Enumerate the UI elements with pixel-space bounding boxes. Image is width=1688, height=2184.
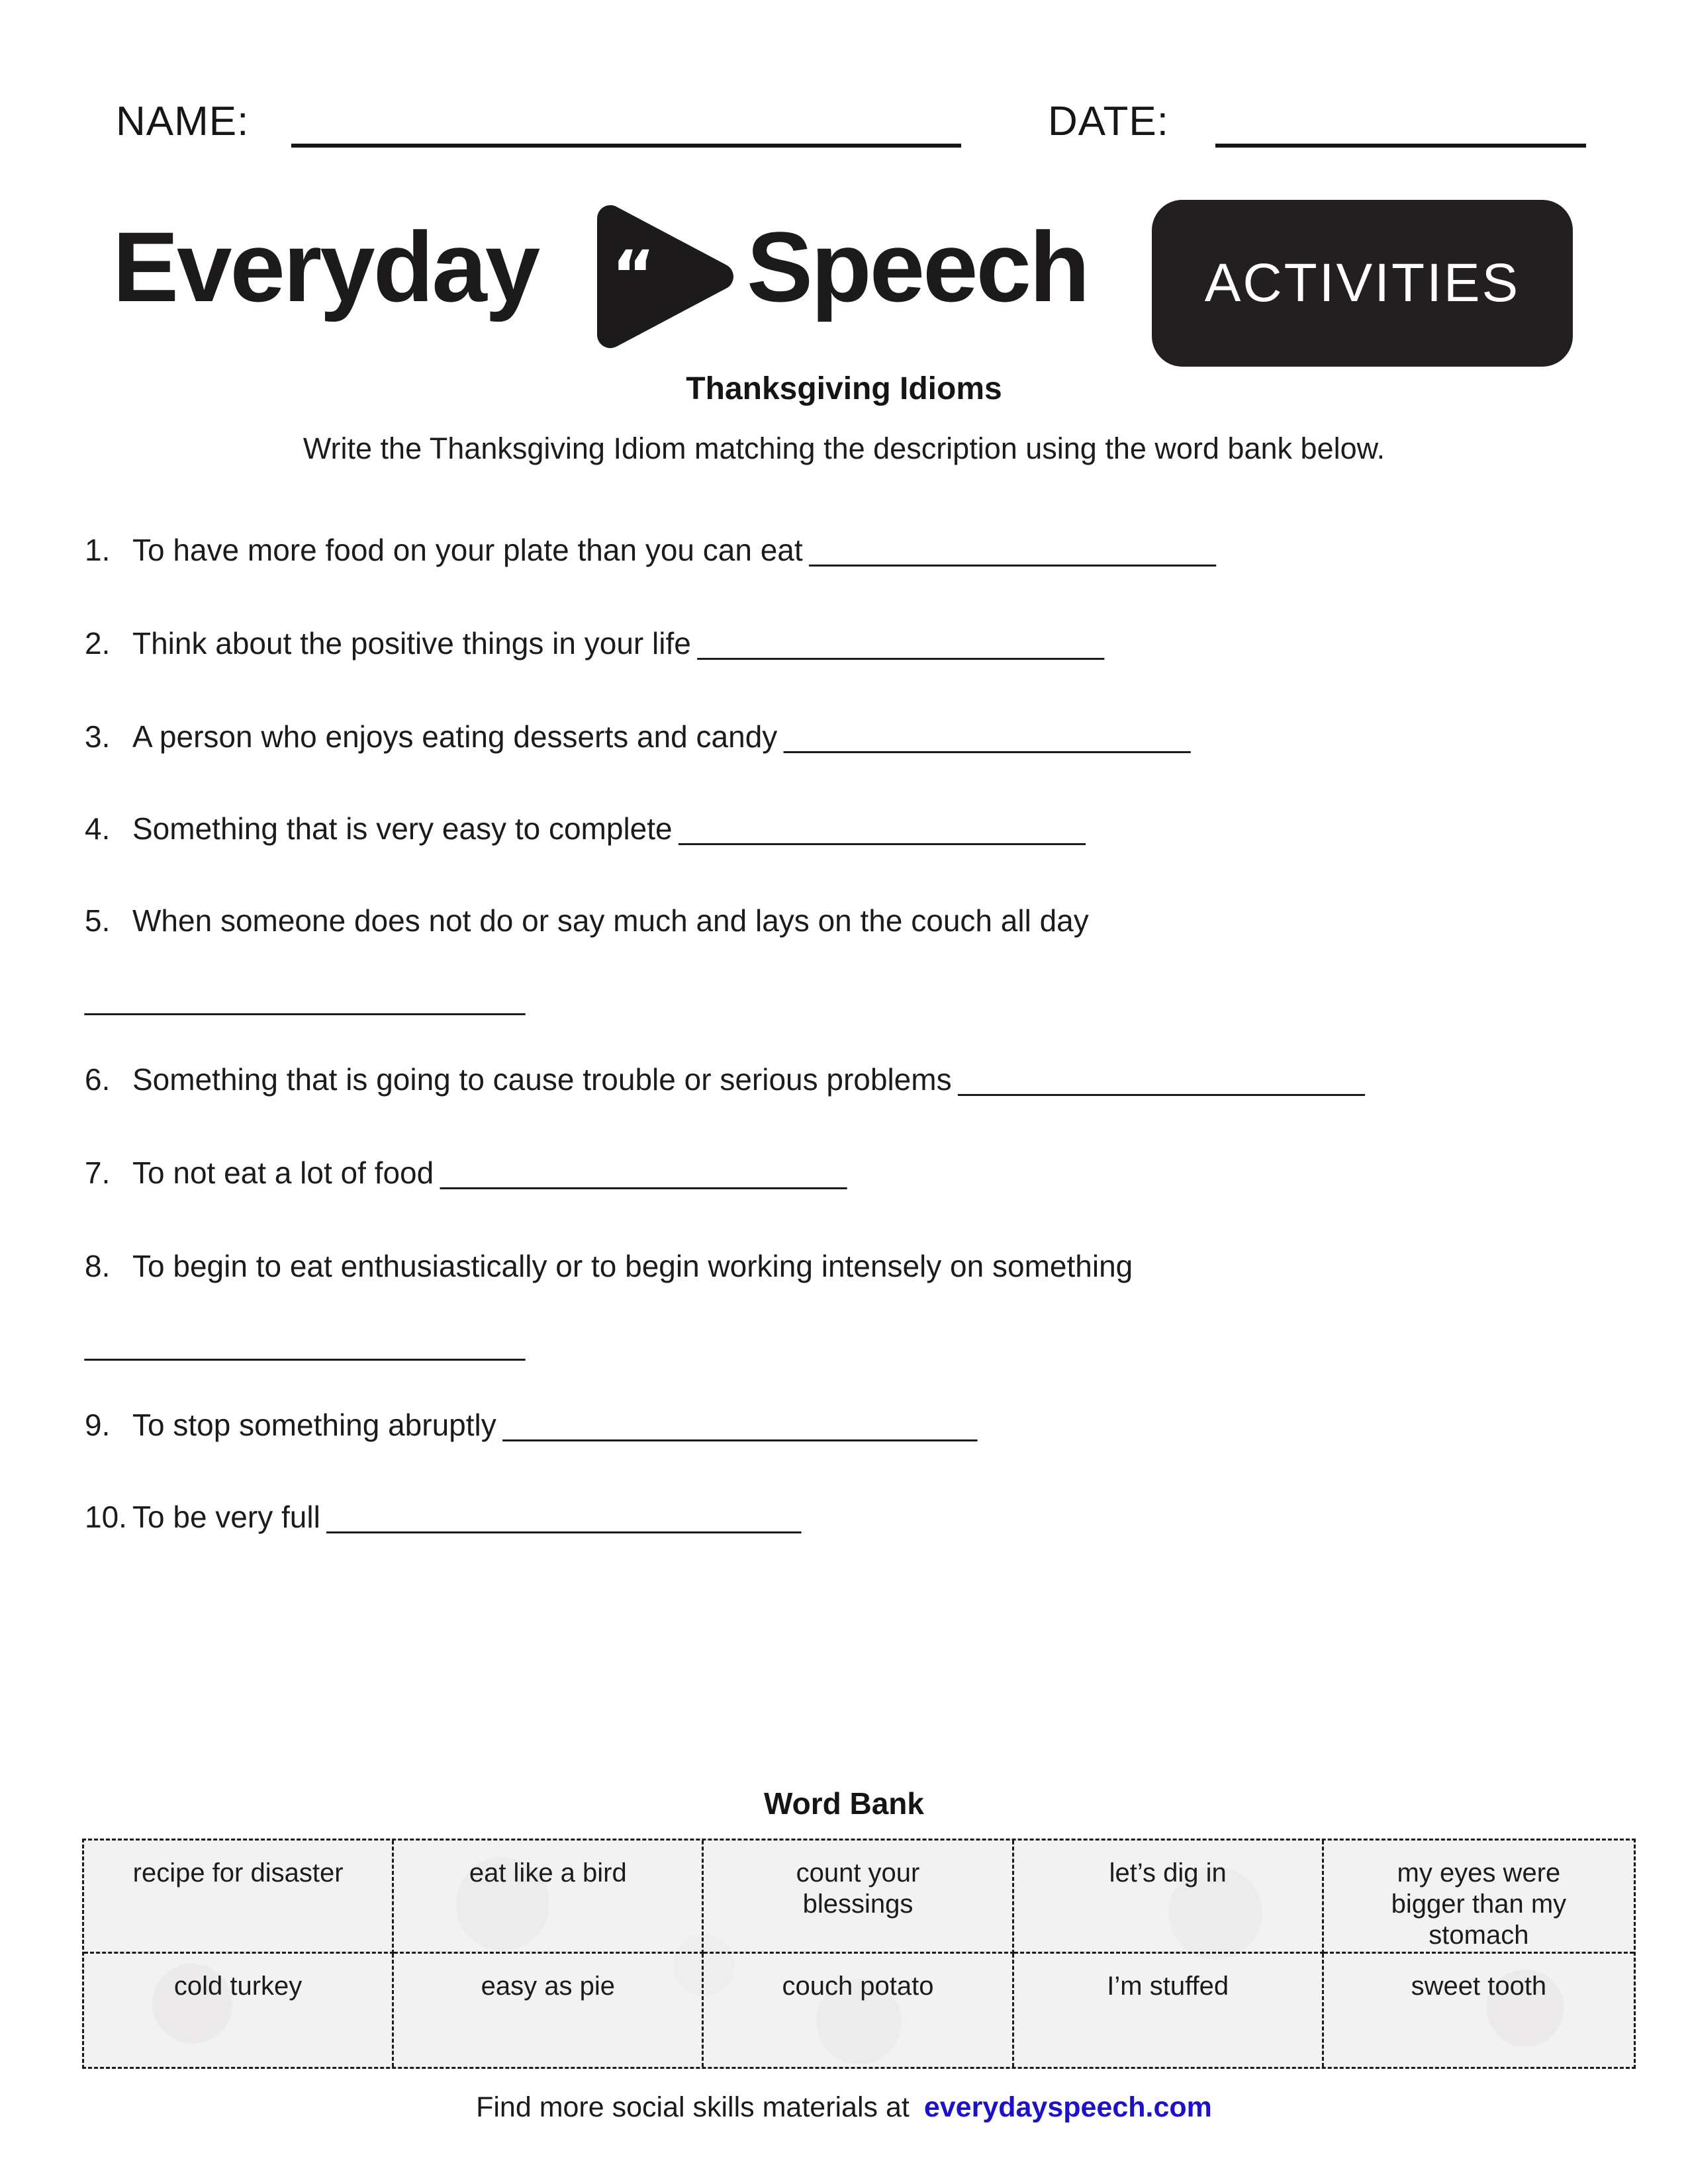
footer-text: Find more social skills materials at	[476, 2091, 910, 2123]
question-number: 4.	[85, 811, 111, 846]
word-bank-cell: I’m stuffed	[1014, 1954, 1324, 2067]
answer-blank-2[interactable]: ________________________	[697, 626, 1104, 660]
word-bank-cell: let’s dig in	[1014, 1841, 1324, 1954]
question-number: 6.	[85, 1062, 111, 1097]
word-bank-cell: recipe for disaster	[84, 1841, 394, 1954]
question-number: 5.	[85, 903, 111, 938]
word-bank-cell: count your blessings	[704, 1841, 1013, 1954]
question-item-6	[85, 1061, 1365, 1098]
question-item-10	[85, 1498, 801, 1535]
question-item-9	[85, 1406, 977, 1443]
answer-blank-9[interactable]: ____________________________	[502, 1408, 978, 1442]
question-number: 10.	[85, 1500, 127, 1534]
word-bank-cell: couch potato	[704, 1954, 1013, 2067]
answer-blank-1[interactable]: ________________________	[809, 533, 1216, 567]
question-number: 3.	[85, 719, 111, 754]
answer-blank-3[interactable]: ________________________	[784, 719, 1191, 754]
activities-badge	[1152, 200, 1573, 367]
worksheet-title: Thanksgiving Idioms	[686, 371, 1002, 406]
date-label: DATE:	[1048, 99, 1169, 144]
question-text: To have more food on your plate than you can eat	[132, 533, 803, 567]
question-text: To not eat a lot of food	[132, 1156, 434, 1190]
svg-text:“: “	[612, 236, 655, 314]
question-number: 9.	[85, 1408, 111, 1442]
word-bank-table	[82, 1839, 1636, 2069]
word-bank-cell: sweet tooth	[1411, 1972, 1547, 2001]
question-text: Think about the positive things in your life	[132, 626, 691, 660]
question-text: When someone does not do or say much and lays on the couch all day	[132, 903, 1089, 938]
question-item-1	[85, 531, 1216, 569]
name-input-line[interactable]	[291, 144, 961, 148]
answer-blank-10[interactable]: ____________________________	[326, 1500, 802, 1534]
question-item-2	[85, 625, 1104, 662]
footer	[0, 2091, 1688, 2124]
date-input-line[interactable]	[1215, 144, 1586, 148]
question-text: Something that is very easy to complete	[132, 811, 673, 846]
answer-blank-8[interactable]: __________________________	[85, 1327, 526, 1361]
word-bank-cell: cold turkey	[84, 1954, 394, 2067]
question-item-4	[85, 810, 1086, 847]
question-text: To stop something abruptly	[132, 1408, 496, 1442]
brand-wordmark-speech: Speech	[747, 211, 1088, 322]
answer-blank-7[interactable]: ________________________	[440, 1156, 847, 1190]
question-text: Something that is going to cause trouble or serious problems	[132, 1062, 952, 1097]
activities-badge-label: ACTIVITIES	[1204, 253, 1521, 313]
question-item-3	[85, 718, 1190, 755]
footer-link[interactable]: everydayspeech.com	[923, 2091, 1212, 2123]
word-bank-cell: my eyes were bigger than my stomach	[1324, 1841, 1634, 1954]
brand-wordmark-everyday: Everyday	[113, 211, 539, 322]
question-number: 1.	[85, 533, 111, 567]
question-item-7	[85, 1154, 847, 1191]
question-number: 2.	[85, 626, 111, 660]
worksheet-instructions: Write the Thanksgiving Idiom matching the description using the word bank below.	[303, 432, 1385, 465]
question-text: To begin to eat enthusiastically or to begin working intensely on something	[132, 1249, 1133, 1283]
word-bank-title: Word Bank	[764, 1786, 924, 1821]
word-bank-cell: easy as pie	[394, 1954, 704, 2067]
question-text: A person who enjoys eating desserts and candy	[132, 719, 778, 754]
answer-blank-4[interactable]: ________________________	[679, 811, 1086, 846]
question-text: To be very full	[132, 1500, 320, 1534]
question-number: 8.	[85, 1249, 111, 1283]
word-bank-cell: eat like a bird	[394, 1841, 704, 1954]
question-item-8	[85, 1248, 1133, 1285]
question-item-5	[85, 902, 1089, 939]
play-quote-icon	[596, 197, 735, 356]
name-label: NAME:	[116, 99, 250, 144]
answer-blank-5[interactable]: __________________________	[85, 981, 526, 1016]
answer-blank-6[interactable]: ________________________	[958, 1062, 1365, 1097]
question-number: 7.	[85, 1156, 111, 1190]
